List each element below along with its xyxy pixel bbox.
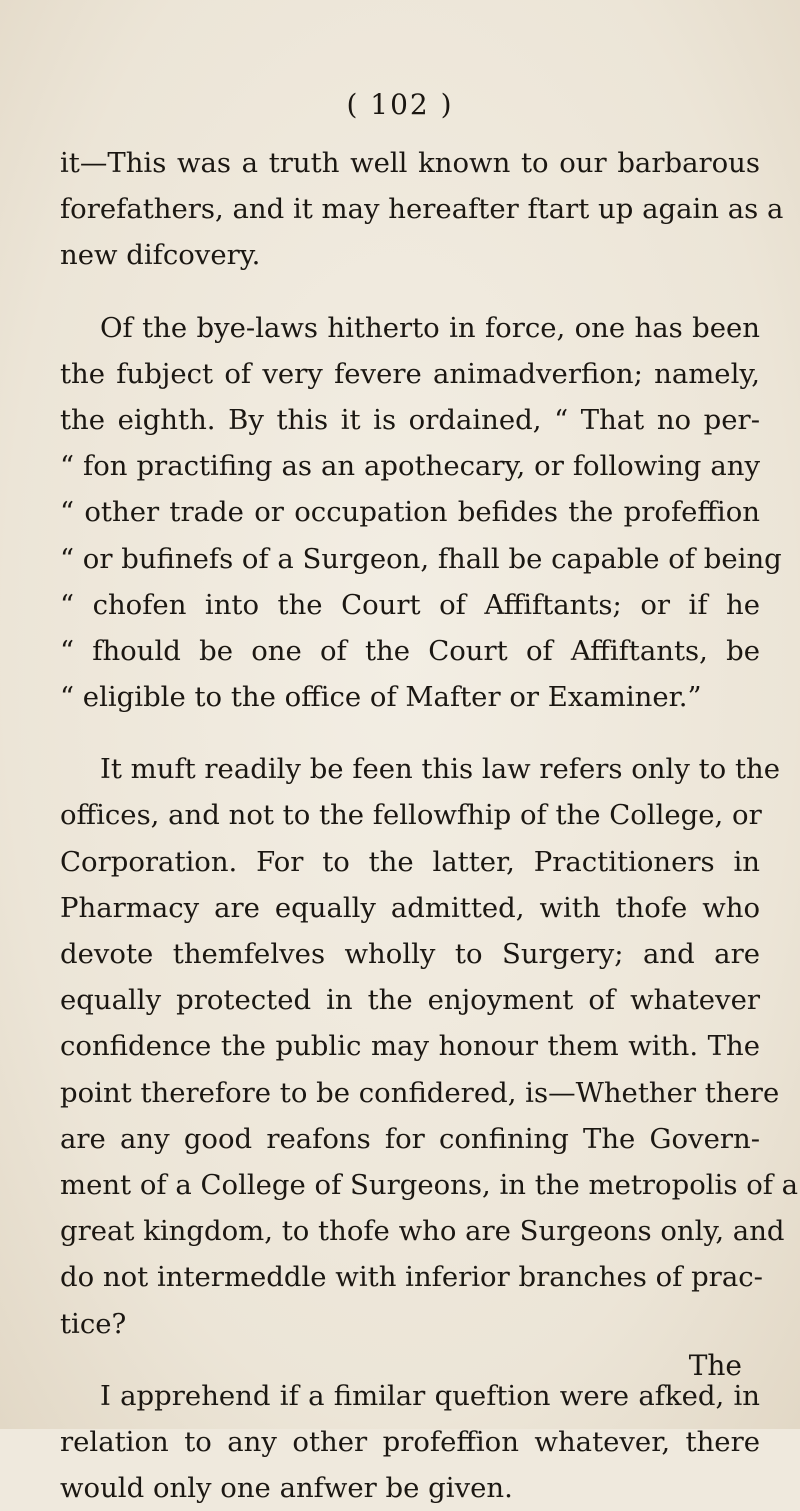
- text-line: would only one anfwer be given.: [60, 1472, 513, 1505]
- text-line: tice?: [60, 1307, 127, 1340]
- text-line: It muft readily be feen this law refers only to the: [100, 753, 780, 786]
- text-line: the eighth. By this it is ordained, “ That no per-: [60, 403, 760, 436]
- text-line: “ or bufinefs of a Surgeon, fhall be capable of being: [60, 542, 782, 575]
- text-line: point therefore to be confidered, is—Whether there: [60, 1076, 780, 1109]
- text-line: Pharmacy are equally admitted, with thofe who: [60, 891, 760, 924]
- text-line: it—This was a truth well known to our barbarous: [60, 147, 760, 179]
- text-line: I apprehend if a fimilar queftion were afked, in: [100, 1379, 760, 1412]
- text-line: “ chofen into the Court of Affiftants; or if he: [60, 588, 760, 621]
- text-line: ment of a College of Surgeons, in the metropolis of a: [60, 1168, 799, 1201]
- text-line: the fubject of very fevere animadverfion; namely,: [60, 357, 760, 390]
- text-line: new difcovery.: [60, 239, 261, 272]
- text-line: offices, and not to the fellowfhip of the College, or: [60, 799, 762, 832]
- text-line: forefathers, and it may hereafter ftart up again as a: [60, 193, 784, 226]
- text-line: Corporation. For to the latter, Practitioners in: [60, 845, 760, 878]
- text-line: relation to any other profeffion whatever, there: [60, 1425, 760, 1458]
- text-line: “ fon practifing as an apothecary, or following any: [60, 450, 760, 483]
- text-line: Of the bye-laws hitherto in force, one has been: [100, 311, 760, 344]
- text-line: great kingdom, to thofe who are Surgeons only, and: [60, 1215, 785, 1248]
- text-line: equally protected in the enjoyment of whatever: [60, 984, 760, 1017]
- text-line: do not intermeddle with inferior branches of prac-: [60, 1261, 763, 1294]
- catchword: The: [688, 1349, 742, 1382]
- page-number-header: ( 102 ): [346, 88, 454, 121]
- text-line: “ eligible to the office of Mafter or Examiner.”: [60, 681, 702, 714]
- body-text: [60, 140, 799, 1511]
- text-line: “ fhould be one of the Court of Affiftants, be: [60, 634, 760, 667]
- text-line: confidence the public may honour them with. The: [60, 1030, 760, 1063]
- text-line: are any good reafons for confining The Govern-: [60, 1122, 760, 1155]
- text-line: devote themfelves wholly to Surgery; and are: [60, 938, 760, 970]
- text-line: “ other trade or occupation befides the profeffion: [60, 496, 760, 529]
